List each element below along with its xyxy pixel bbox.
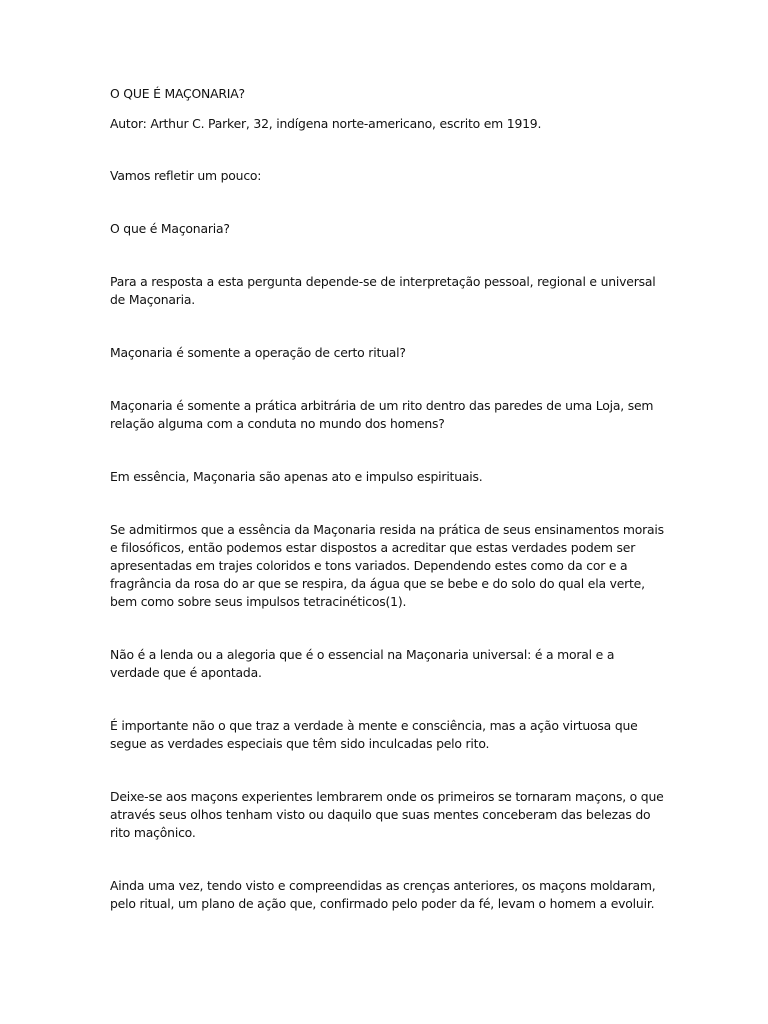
document-title: O QUE É MAÇONARIA? xyxy=(110,86,245,101)
paragraph: Para a resposta a esta pergunta depende-se de interpretação pessoal, regional e universal de Maçonaria. xyxy=(110,274,656,307)
document-page xyxy=(110,85,665,946)
author-line: Autor: Arthur C. Parker, 32, indígena norte-americano, escrito em 1919. xyxy=(110,116,542,131)
paragraph: Maçonaria é somente a prática arbitrária de um rito dentro das paredes de uma Loja, sem relação alguma com a conduta no mundo dos homens? xyxy=(110,398,654,431)
paragraph: O que é Maçonaria? xyxy=(110,221,230,236)
paragraph: Vamos refletir um pouco: xyxy=(110,168,262,183)
paragraph: Maçonaria é somente a operação de certo ritual? xyxy=(110,345,406,360)
paragraph: Não é a lenda ou a alegoria que é o essencial na Maçonaria universal: é a moral e a verdade que é apontada. xyxy=(110,647,615,680)
paragraph: Se admitirmos que a essência da Maçonaria resida na prática de seus ensinamentos morais e filosóficos, então podemos estar dispostos a acreditar que estas verdades podem ser apresentadas em trajes coloridos e tons variados. Dependendo estes como da cor e a fragrância da rosa do ar que se respira, da água que se bebe e do solo do qual ela verte, bem como sobre seus impulsos tetracinéticos(1). xyxy=(110,522,664,609)
paragraph: Deixe-se aos maçons experientes lembrarem onde os primeiros se tornaram maçons, o que através seus olhos tenham visto ou daquilo que suas mentes conceberam das belezas do rito maçônico. xyxy=(110,789,664,840)
paragraph: Ainda uma vez, tendo visto e compreendidas as crenças anteriores, os maçons moldaram, pelo ritual, um plano de ação que, confirmado pelo poder da fé, levam o homem a evoluir. xyxy=(110,878,656,911)
paragraph: Em essência, Maçonaria são apenas ato e impulso espirituais. xyxy=(110,469,483,484)
paragraph: É importante não o que traz a verdade à mente e consciência, mas a ação virtuosa que segue as verdades especiais que têm sido inculcadas pelo rito. xyxy=(110,718,638,751)
